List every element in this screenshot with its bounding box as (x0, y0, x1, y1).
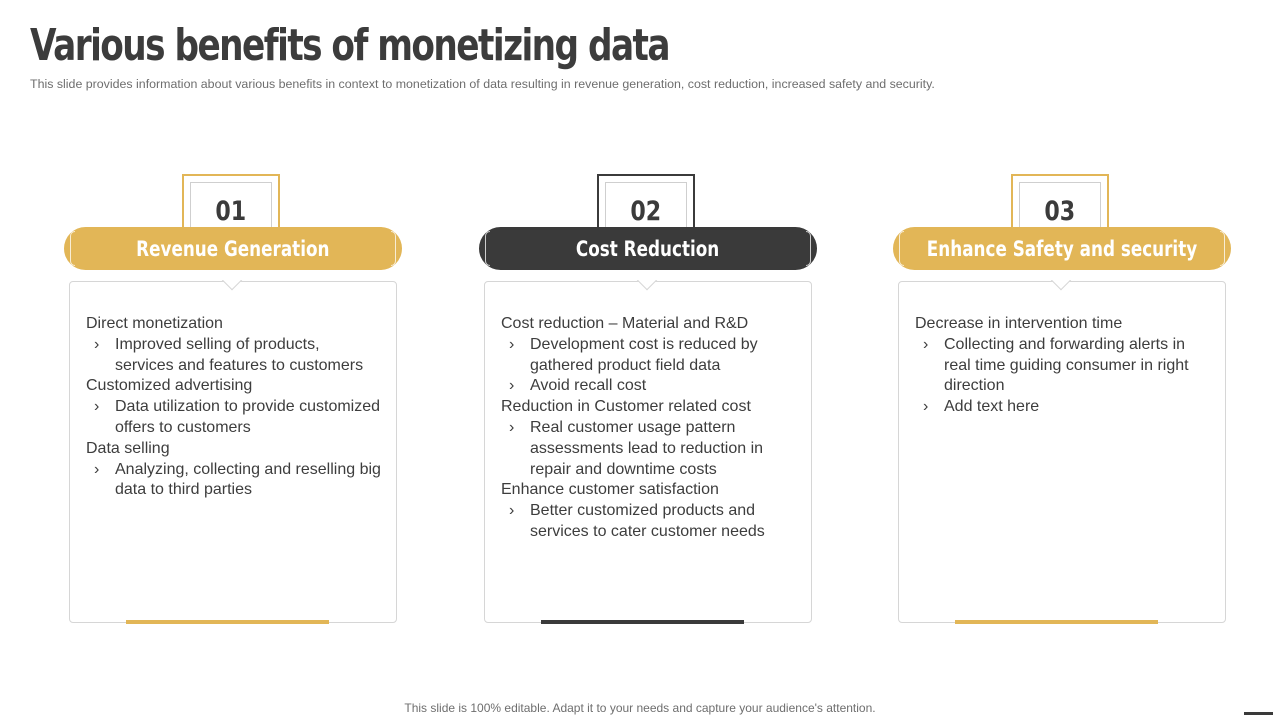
chevron-right-icon: › (94, 460, 100, 478)
number-frame (1011, 174, 1109, 234)
bullet-item (86, 460, 382, 502)
item-heading: Enhance customer satisfaction (501, 481, 719, 499)
bullet-text: Avoid recall cost (530, 377, 647, 395)
bullet-item (86, 397, 382, 439)
bullet-text: Add text here (944, 398, 1040, 416)
chevron-right-icon: › (509, 418, 515, 436)
card-content (915, 314, 1211, 418)
column-title: Cost Reduction (576, 236, 720, 261)
content-card (898, 281, 1226, 623)
bullet-item (915, 335, 1211, 397)
bullet-text: Better customized products and services to cater customer needs (530, 502, 765, 540)
footer-note: This slide is 100% editable. Adapt it to your needs and capture your audience's attention. (404, 701, 876, 715)
card-notch (219, 280, 251, 294)
benefit-column-3 (893, 174, 1231, 626)
column-header-pill (64, 227, 402, 270)
corner-dash (1244, 712, 1273, 715)
column-header-pill (893, 227, 1231, 270)
chevron-right-icon: › (509, 377, 515, 395)
bullet-item (501, 418, 797, 480)
bullet-item (86, 335, 382, 377)
item-heading: Customized advertising (86, 377, 253, 395)
item-heading: Reduction in Customer related cost (501, 398, 751, 416)
chevron-right-icon: › (923, 335, 929, 353)
number-frame (182, 174, 280, 234)
bullet-text: Collecting and forwarding alerts in real time guiding consumer in right direction (944, 335, 1189, 395)
item-heading: Cost reduction – Material and R&D (501, 315, 749, 332)
item-heading: Data selling (86, 439, 170, 457)
item-heading: Decrease in intervention time (915, 315, 1123, 332)
page-subtitle: This slide provides information about various benefits in context to monetization of data resulting in revenue generation, cost reduction, increased safety and security. (30, 77, 935, 91)
content-card (484, 281, 812, 623)
column-number: 02 (630, 196, 662, 227)
bullet-text: Data utilization to provide customized offers to customers (115, 398, 381, 436)
card-accent-bar (541, 620, 744, 624)
bullet-text: Improved selling of products, services and features to customers (115, 335, 364, 374)
card-notch (634, 280, 666, 294)
card-accent-bar (126, 620, 329, 624)
chevron-right-icon: › (509, 335, 515, 353)
bullet-item (501, 376, 797, 397)
item-heading: Direct monetization (86, 315, 223, 332)
bullet-item (915, 397, 1211, 418)
chevron-right-icon: › (94, 335, 100, 353)
chevron-right-icon: › (94, 398, 100, 416)
number-frame (597, 174, 695, 234)
bullet-text: Analyzing, collecting and reselling big data to third parties (115, 460, 381, 499)
bullet-text: Development cost is reduced by gathered product field data (530, 335, 758, 374)
bullet-item (501, 501, 797, 543)
column-header-pill (479, 227, 817, 270)
content-card (69, 281, 397, 623)
column-title: Revenue Generation (136, 236, 330, 261)
column-number: 03 (1044, 196, 1076, 227)
card-content (501, 314, 797, 543)
page-title: Various benefits of monetizing data (30, 20, 670, 71)
card-notch (1048, 280, 1080, 294)
bullet-text: Real customer usage pattern assessments lead to reduction in repair and downtime costs (530, 418, 764, 478)
chevron-right-icon: › (509, 502, 515, 520)
benefit-column-1 (64, 174, 402, 626)
column-title: Enhance Safety and security (926, 236, 1198, 261)
chevron-right-icon: › (923, 398, 929, 416)
card-content (86, 314, 382, 501)
bullet-item (501, 335, 797, 377)
column-number: 01 (215, 196, 247, 227)
card-accent-bar (955, 620, 1158, 624)
benefit-column-2 (479, 174, 817, 626)
